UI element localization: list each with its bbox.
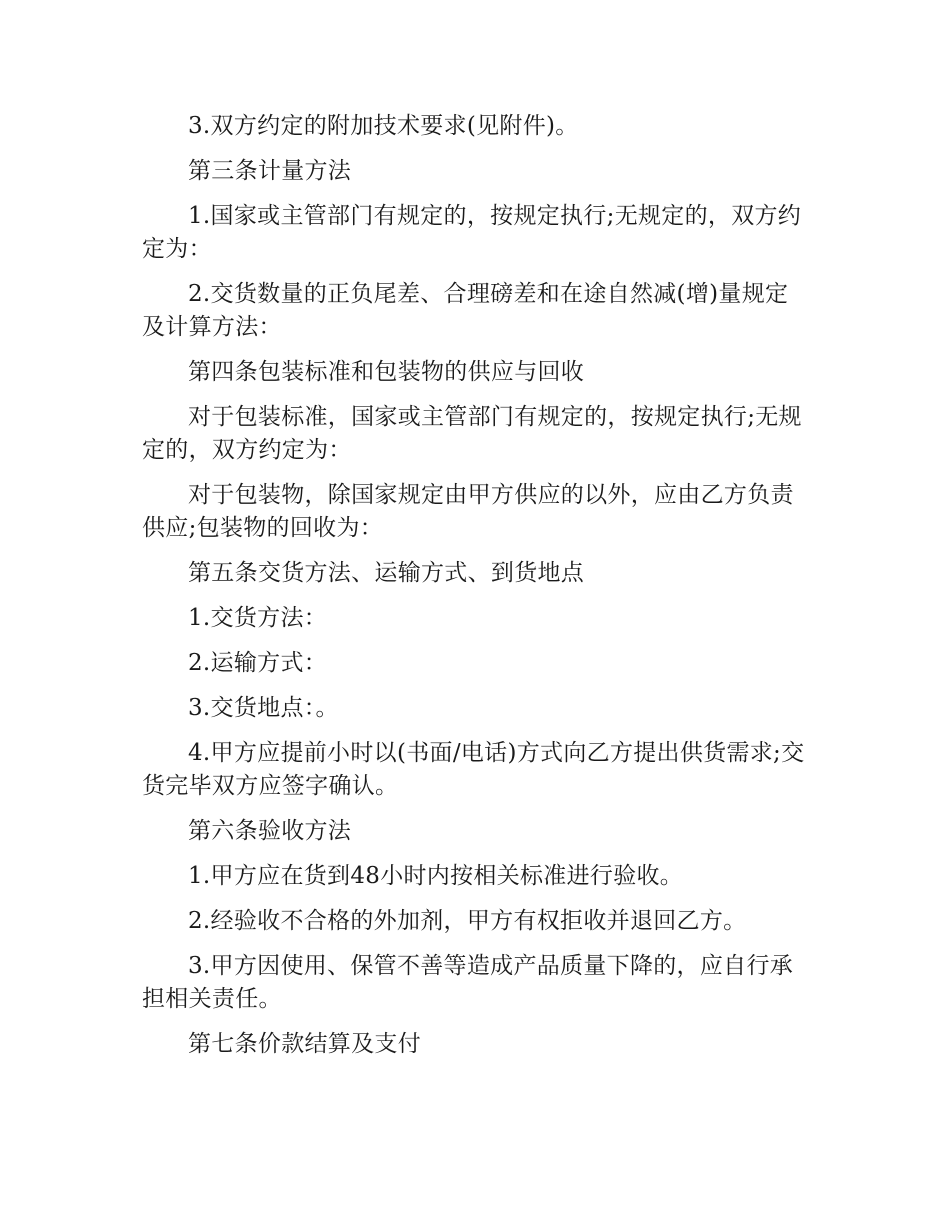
section-heading-4: 第四条包装标准和包装物的供应与回收 bbox=[188, 359, 585, 385]
paragraph-16: 3.甲方因使用、保管不善等造成产品质量下降的，应自行承担相关责任。 bbox=[142, 953, 794, 1012]
paragraph-4: 2.交货数量的正负尾差、合理磅差和在途自然减(增)量规定及计算方法： bbox=[142, 281, 789, 340]
paragraph-6: 对于包装标准，国家或主管部门有规定的，按规定执行;无规定的，双方约定为： bbox=[142, 404, 802, 463]
paragraph-3: 1.国家或主管部门有规定的，按规定执行;无规定的，双方约定为： bbox=[142, 203, 802, 262]
section-heading-3: 第三条计量方法 bbox=[188, 158, 352, 184]
section-heading-6: 第六条验收方法 bbox=[188, 818, 352, 844]
paragraph-15: 2.经验收不合格的外加剂，甲方有权拒收并退回乙方。 bbox=[188, 908, 747, 934]
paragraph-9: 1.交货方法： bbox=[188, 605, 328, 631]
paragraph-10: 2.运输方式： bbox=[188, 650, 328, 676]
paragraph-14: 1.甲方应在货到48小时内按相关标准进行验收。 bbox=[188, 863, 684, 889]
document-body bbox=[142, 110, 810, 1073]
section-heading-7: 第七条价款结算及支付 bbox=[188, 1031, 421, 1057]
paragraph-11: 3.交货地点：。 bbox=[188, 695, 339, 721]
paragraph-7: 对于包装物，除国家规定由甲方供应的以外，应由乙方负责供应;包装物的回收为： bbox=[142, 482, 794, 541]
section-heading-5: 第五条交货方法、运输方式、到货地点 bbox=[188, 560, 585, 586]
paragraph-12: 4.甲方应提前小时以(书面/电话)方式向乙方提出供货需求;交货完毕双方应签字确认。 bbox=[142, 740, 805, 799]
paragraph-1: 3.双方约定的附加技术要求(见附件)。 bbox=[188, 113, 579, 139]
